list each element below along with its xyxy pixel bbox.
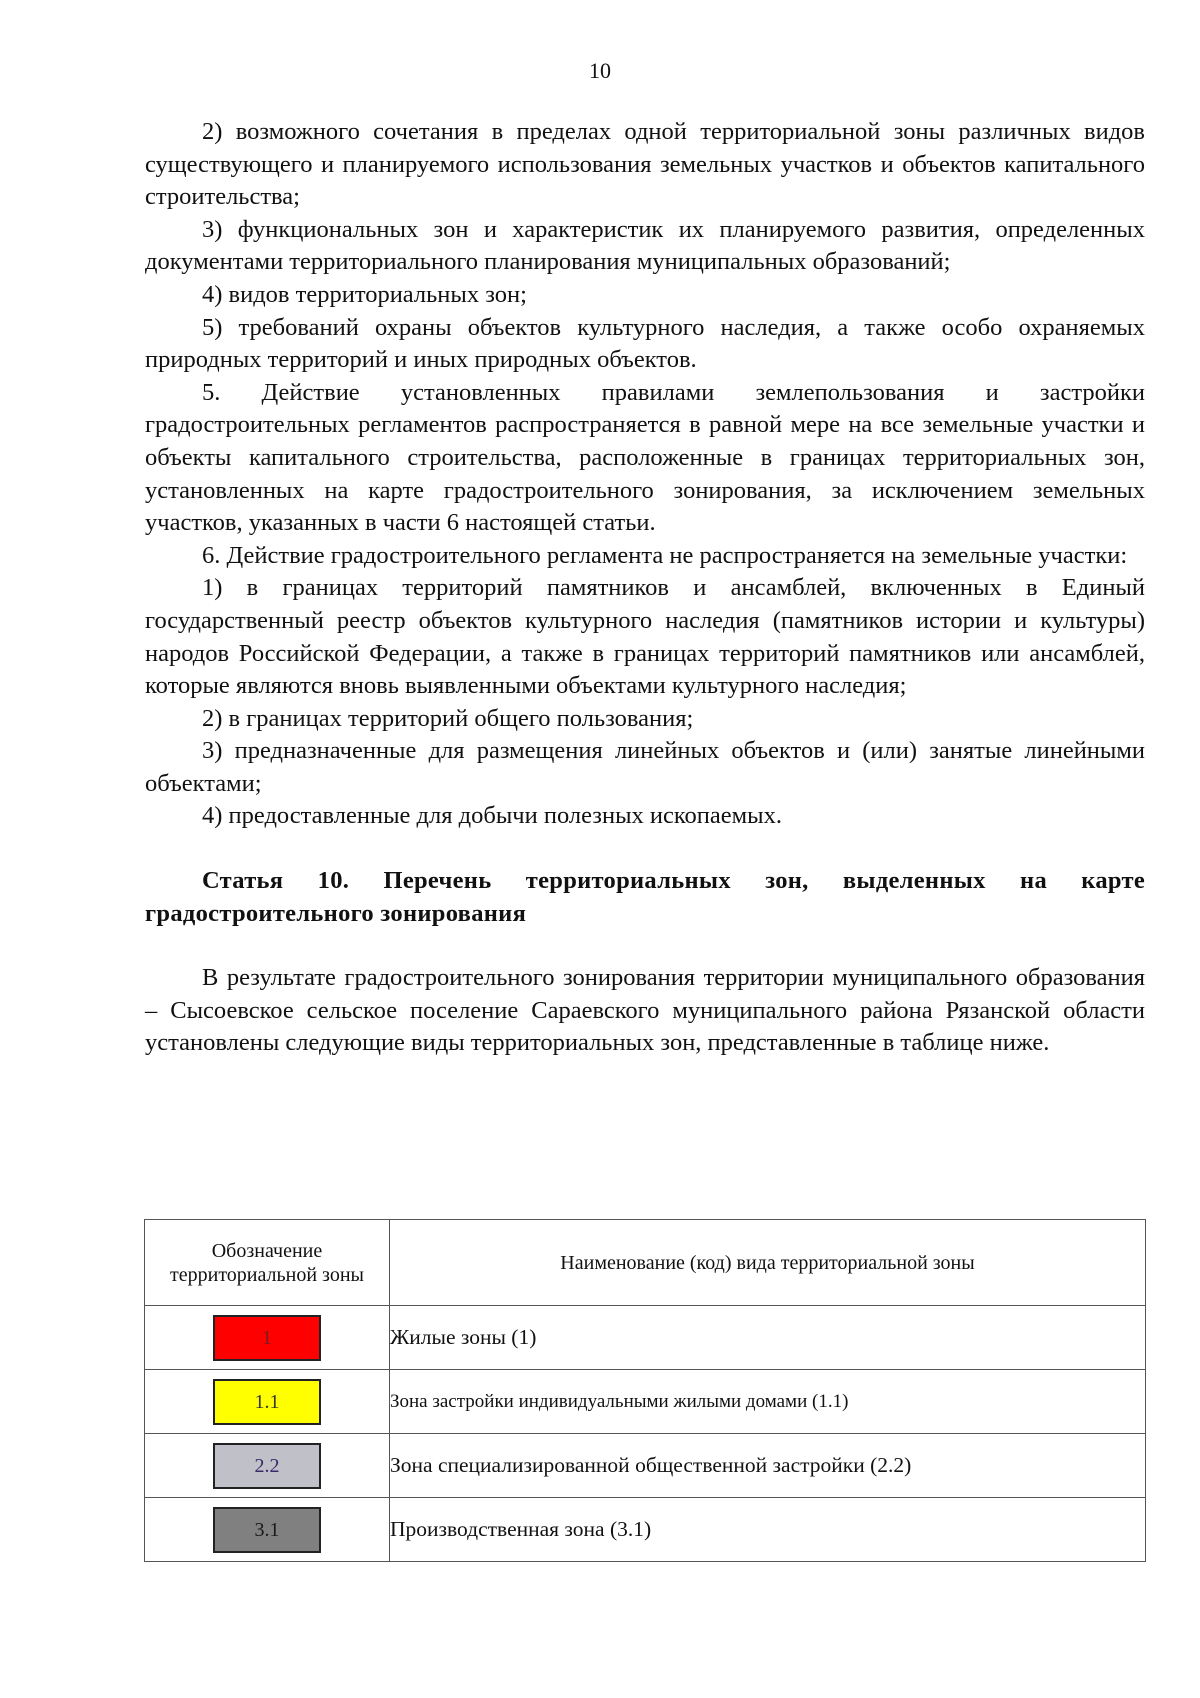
intro-paragraph: В результате градостроительного зонирования территории муниципального образования – Сысоевское сельское поселение Сараевского муниципального района Рязанской области установлены следующие виды территориальных зон, представленные в таблице ниже. [145, 964, 1145, 1057]
page-number: 10 [589, 58, 611, 83]
zone-code-cell [145, 1306, 390, 1370]
paragraph: 3) функциональных зон и характеристик их планируемого развития, определенных документами территориального планирования муниципальных образований; [145, 215, 1145, 276]
article-heading: Статья 10. Перечень территориальных зон, выделенных на карте градостроительного зонирования [145, 867, 1145, 927]
table-row [145, 1434, 1146, 1498]
header-zone-code: Обозначение территориальной зоны [145, 1220, 390, 1306]
table-row [145, 1306, 1146, 1370]
zone-code-cell [145, 1370, 390, 1434]
paragraph: 2) возможного сочетания в пределах одной территориальной зоны различных видов существующего и планируемого использования земельных участков и объектов капитального строительства; [145, 118, 1145, 211]
paragraph: 1) в границах территорий памятников и ансамблей, включенных в Единый государственный реестр объектов культурного наследия (памятников истории и культуры) народов Российской Федерации, а также в границах территорий памятников или ансамблей, которые являются вновь выявленными объектами культурного наследия; [145, 574, 1145, 700]
zones-table [144, 1219, 1146, 1562]
document-body [145, 116, 1145, 1060]
zone-name-cell: Зона специализированной общественной застройки (2.2) [390, 1434, 1146, 1498]
paragraph: 5) требований охраны объектов культурного наследия, а также особо охраняемых природных территорий и иных природных объектов. [145, 313, 1145, 374]
zone-name-cell: Производственная зона (3.1) [390, 1498, 1146, 1562]
zone-code-cell [145, 1434, 390, 1498]
paragraph: 3) предназначенные для размещения линейных объектов и (или) занятые линейными объектами; [145, 737, 1145, 797]
table-row [145, 1370, 1146, 1434]
paragraph: 4) предоставленные для добычи полезных ископаемых. [202, 802, 782, 830]
paragraph: 2) в границах территорий общего пользования; [202, 704, 694, 732]
paragraph: 4) видов территориальных зон; [202, 280, 527, 308]
zone-color-swatch: 3.1 [213, 1507, 321, 1553]
zone-name-cell: Зона застройки индивидуальными жилыми домами (1.1) [390, 1370, 1146, 1434]
paragraph: 5. Действие установленных правилами землепользования и застройки градостроительных регламентов распространяется в равной мере на все земельные участки и объекты капитального строительства, расположенные в границах территориальных зон, установленных на карте градостроительного зонирования, за исключением земельных участков, указанных в части 6 настоящей статьи. [145, 378, 1145, 537]
zone-color-swatch: 2.2 [213, 1443, 321, 1489]
zone-color-swatch: 1 [213, 1315, 321, 1361]
zone-color-swatch: 1.1 [213, 1379, 321, 1425]
header-zone-name: Наименование (код) вида территориальной зоны [390, 1220, 1146, 1306]
paragraph: 6. Действие градостроительного регламента не распространяется на земельные участки: [202, 541, 1128, 569]
table-header-row [145, 1220, 1146, 1306]
table-row [145, 1498, 1146, 1562]
zone-code-cell [145, 1498, 390, 1562]
zone-name-cell: Жилые зоны (1) [390, 1306, 1146, 1370]
